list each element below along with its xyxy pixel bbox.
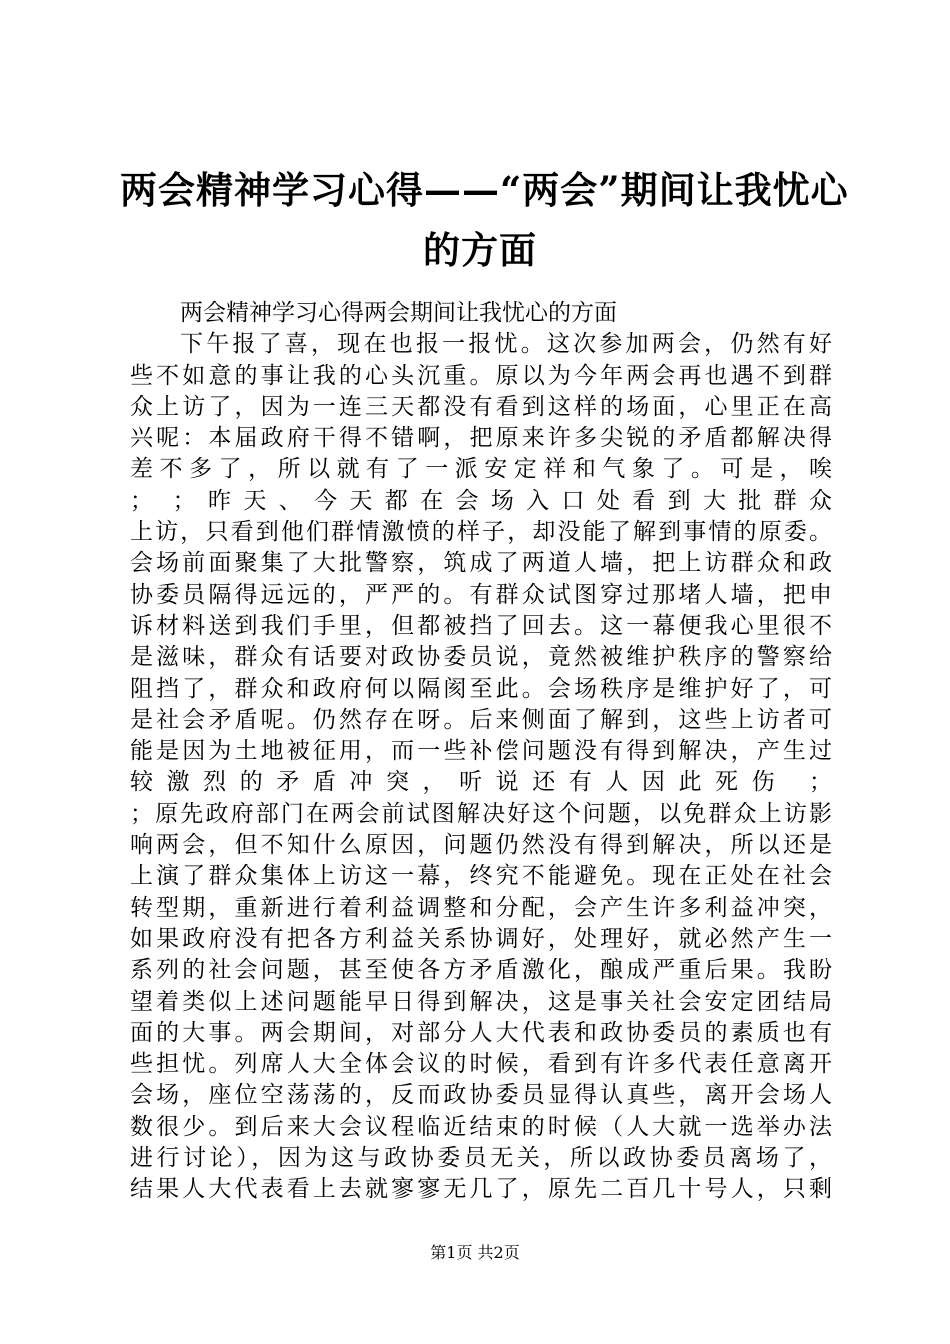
body-line: 会场前面聚集了大批警察，筑成了两道人墙，把上访群众和政 xyxy=(130,550,832,577)
body-line: 响两会，但不知什么原因，问题仍然没有得到解决，所以还是 xyxy=(130,832,832,859)
body-line: 协委员隔得远远的，严严的。有群众试图穿过那堵人墙，把申 xyxy=(130,581,832,608)
title-line-1: 两会精神学习心得——“两会”期间让我忧心 xyxy=(120,168,849,212)
body-line: 能是因为土地被征用，而一些补偿问题没有得到解决，产生过 xyxy=(130,738,832,765)
body-line: 下午报了喜，现在也报一报忧。这次参加两会，仍然有好 xyxy=(180,331,832,358)
body-line: 众上访了，因为一连三天都没有看到这样的场面，心里正在高 xyxy=(130,393,832,420)
body-line: 阻挡了，群众和政府何以隔阂至此。会场秩序是维护好了，可 xyxy=(130,675,832,702)
body-line: 结果人大代表看上去就寥寥无几了，原先二百几十号人，只剩 xyxy=(130,1176,832,1203)
body-line: 较激烈的矛盾冲突，听说还有人因此死伤 ； xyxy=(130,769,832,796)
body-line: 差不多了，所以就有了一派安定祥和气象了。可是，唉 xyxy=(130,456,832,483)
body-line: ； ；昨天、今天都在会场入口处看到大批群众 xyxy=(130,487,832,514)
body-line: 上访，只看到他们群情激愤的样子，却没能了解到事情的原委。 xyxy=(130,519,832,546)
subtitle-line: 两会精神学习心得两会期间让我忧心的方面 xyxy=(180,300,617,326)
title-line-2: 的方面 xyxy=(423,228,537,272)
body-line: 诉材料送到我们手里，但都被挡了回去。这一幕便我心里很不 xyxy=(130,612,832,639)
body-line: 会场，座位空荡荡的，反而政协委员显得认真些，离开会场人 xyxy=(130,1082,832,1109)
body-line: 面的大事。两会期间，对部分人大代表和政协委员的素质也有 xyxy=(130,1019,832,1046)
body-line: ；原先政府部门在两会前试图解决好这个问题，以免群众上访影 xyxy=(130,800,832,827)
body-line: 上演了群众集体上访这一幕，终究不能避免。现在正处在社会 xyxy=(130,863,832,890)
body-line: 如果政府没有把各方利益关系协调好，处理好，就必然产生一 xyxy=(130,925,832,952)
body-line: 是社会矛盾呢。仍然存在呀。后来侧面了解到，这些上访者可 xyxy=(130,706,832,733)
body-line: 系列的社会问题，甚至使各方矛盾激化，酿成严重后果。我盼 xyxy=(130,957,832,984)
body-line: 些不如意的事让我的心头沉重。原以为今年两会再也遇不到群 xyxy=(130,362,832,389)
body-line: 兴呢：本届政府干得不错啊，把原来许多尖锐的矛盾都解决得 xyxy=(130,425,832,452)
page-footer: 第1页 共2页 xyxy=(430,1243,520,1262)
document-body xyxy=(130,298,832,1206)
body-line: 转型期，重新进行着利益调整和分配，会产生许多利益冲突， xyxy=(130,894,832,921)
body-line: 些担忧。列席人大全体会议的时候，看到有许多代表任意离开 xyxy=(130,1051,832,1078)
body-line: 是滋味，群众有话要对政协委员说，竟然被维护秩序的警察给 xyxy=(130,644,832,671)
body-line: 进行讨论），因为这与政协委员无关，所以政协委员离场了， xyxy=(130,1145,832,1172)
document-title xyxy=(120,160,849,280)
body-line: 数很少。到后来大会议程临近结束的时候（人大就一选举办法 xyxy=(130,1113,832,1140)
body-line: 望着类似上述问题能早日得到解决，这是事关社会安定团结局 xyxy=(130,988,832,1015)
